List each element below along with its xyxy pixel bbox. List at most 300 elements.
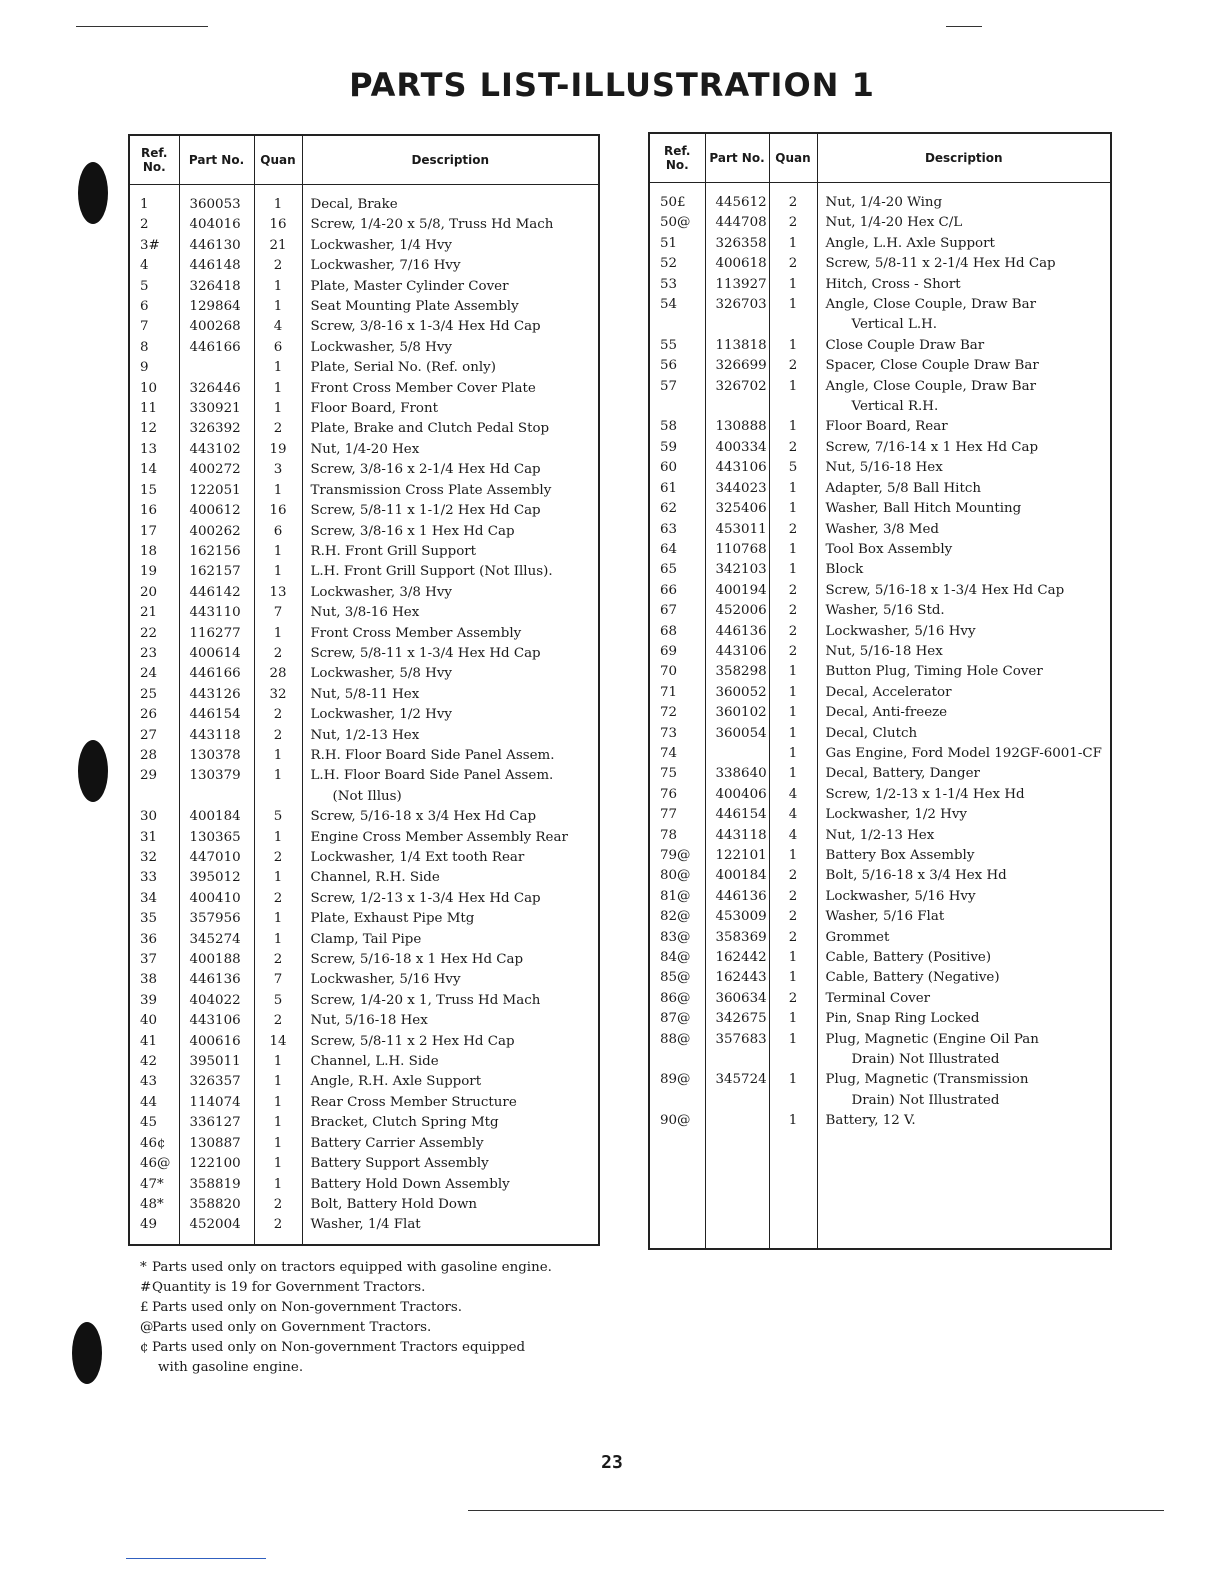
description-text: Decal, Battery, Danger — [825, 766, 980, 782]
description-text: Screw, 1/4-20 x 5/8, Truss Hd Mach — [310, 217, 554, 233]
part-no-cell: 130887 — [179, 1134, 254, 1154]
part-no-cell: 326446 — [179, 379, 254, 399]
table-row — [129, 317, 599, 337]
table-row — [129, 297, 599, 317]
part-no-cell: 452004 — [179, 1215, 254, 1235]
table-row — [649, 438, 1111, 458]
description-cell — [817, 213, 1111, 233]
footnote-symbol: £ — [140, 1300, 149, 1315]
part-no-cell: 358820 — [179, 1195, 254, 1215]
quantity-cell: 1 — [254, 1134, 302, 1154]
description-text: Block — [825, 562, 864, 578]
quantity-cell: 1 — [769, 1009, 817, 1029]
ref-no-cell: 55 — [649, 336, 705, 356]
ref-no-cell: 7 — [129, 317, 179, 337]
table-row — [129, 542, 599, 562]
quantity-cell: 4 — [769, 826, 817, 846]
description-text: Decal, Brake — [310, 197, 398, 212]
ref-no-cell: 54 — [649, 295, 705, 336]
description-text: Screw, 3/8-16 x 1-3/4 Hex Hd Cap — [310, 319, 541, 335]
quantity-cell: 1 — [254, 1175, 302, 1195]
part-no-cell: 162157 — [179, 562, 254, 582]
description-cell — [302, 1195, 599, 1215]
quantity-cell: 1 — [769, 479, 817, 499]
table-row — [129, 1072, 599, 1092]
description-continuation: Drain) Not Illustrated — [851, 1052, 1000, 1068]
part-no-cell: 400262 — [179, 522, 254, 542]
ref-no-cell: 32 — [129, 848, 179, 868]
ref-no-cell: 88@ — [649, 1030, 705, 1071]
table-row — [129, 624, 599, 644]
table-row — [649, 1070, 1111, 1111]
table-row — [129, 460, 599, 480]
description-text: Nut, 1/4-20 Hex — [310, 441, 420, 457]
table-row — [649, 254, 1111, 274]
description-cell — [302, 1134, 599, 1154]
description-text: Nut, 5/16-18 Hex — [825, 460, 943, 476]
part-no-cell: 446148 — [179, 256, 254, 276]
ref-no-cell: 25 — [129, 685, 179, 705]
part-no-cell — [705, 744, 769, 764]
description-cell — [302, 338, 599, 358]
part-no-cell: 400184 — [705, 866, 769, 886]
part-no-cell: 326702 — [705, 377, 769, 418]
part-no-cell: 360053 — [179, 185, 254, 216]
quantity-cell: 1 — [254, 930, 302, 950]
table-filler-row — [649, 1132, 1111, 1249]
table-row — [649, 622, 1111, 642]
quantity-cell: 2 — [769, 254, 817, 274]
description-cell — [817, 948, 1111, 968]
quantity-cell: 5 — [769, 458, 817, 478]
ref-no-cell: 31 — [129, 828, 179, 848]
part-no-cell: 325406 — [705, 499, 769, 519]
description-cell — [302, 624, 599, 644]
description-text: Lockwasher, 3/8 Hvy — [310, 584, 452, 600]
description-text: Screw, 1/2-13 x 1-3/4 Hex Hd Cap — [310, 890, 541, 906]
description-cell — [817, 560, 1111, 580]
description-text: L.H. Front Grill Support (Not Illus). — [310, 564, 553, 580]
ref-no-cell: 23 — [129, 644, 179, 664]
footnote-text: Parts used only on Non-government Tractors equipped — [152, 1340, 526, 1355]
description-continuation: Vertical R.H. — [851, 399, 939, 415]
quantity-cell: 2 — [769, 438, 817, 458]
description-text: Engine Cross Member Assembly Rear — [310, 829, 568, 845]
ref-no-cell: 64 — [649, 540, 705, 560]
description-text: Washer, 5/16 Std. — [825, 603, 945, 619]
part-no-cell: 130378 — [179, 746, 254, 766]
quantity-cell: 1 — [254, 358, 302, 378]
description-cell — [302, 501, 599, 521]
description-text: Plug, Magnetic (Transmission — [825, 1072, 1029, 1088]
description-text: Plate, Exhaust Pipe Mtg — [310, 911, 475, 927]
ref-no-cell: 14 — [129, 460, 179, 480]
table-row — [649, 968, 1111, 988]
ref-no-cell: 72 — [649, 703, 705, 723]
description-text: Lockwasher, 5/16 Hvy — [825, 623, 976, 639]
part-no-cell: 404022 — [179, 991, 254, 1011]
table-row — [129, 256, 599, 276]
table-row — [649, 724, 1111, 744]
ref-no-cell: 44 — [129, 1093, 179, 1113]
table-row — [649, 458, 1111, 478]
description-text: Nut, 1/4-20 Wing — [825, 195, 943, 210]
description-cell — [817, 683, 1111, 703]
quantity-cell: 1 — [769, 968, 817, 988]
quantity-cell: 1 — [254, 909, 302, 929]
quantity-cell: 1 — [254, 1113, 302, 1133]
quantity-cell: 1 — [769, 234, 817, 254]
description-cell — [817, 866, 1111, 886]
quantity-cell: 14 — [254, 1032, 302, 1052]
description-text: Nut, 5/16-18 Hex — [310, 1013, 428, 1029]
description-cell — [302, 583, 599, 603]
description-cell — [302, 1052, 599, 1072]
description-cell — [302, 1011, 599, 1031]
part-no-cell: 326703 — [705, 295, 769, 336]
ref-no-cell: 62 — [649, 499, 705, 519]
description-cell — [817, 254, 1111, 274]
description-cell — [817, 479, 1111, 499]
table-row — [129, 185, 599, 216]
description-text: Angle, Close Couple, Draw Bar — [825, 297, 1037, 313]
table-header — [129, 135, 599, 185]
ref-no-cell: 78 — [649, 826, 705, 846]
ref-no-cell: 13 — [129, 440, 179, 460]
footnote-symbol: ¢ — [140, 1340, 149, 1355]
quantity-cell: 1 — [254, 562, 302, 582]
ref-no-cell: 63 — [649, 520, 705, 540]
description-text: Adapter, 5/8 Ball Hitch — [825, 480, 981, 496]
ref-no-cell: 35 — [129, 909, 179, 929]
description-cell — [302, 379, 599, 399]
ref-no-cell: 11 — [129, 399, 179, 419]
table-row — [649, 520, 1111, 540]
quantity-cell: 1 — [254, 277, 302, 297]
description-text: Nut, 1/2-13 Hex — [310, 727, 420, 743]
description-cell — [302, 991, 599, 1011]
description-cell — [302, 1072, 599, 1092]
header-description: Description — [817, 133, 1111, 183]
quantity-cell: 1 — [254, 766, 302, 807]
description-cell — [302, 766, 599, 807]
part-no-cell: 446166 — [179, 664, 254, 684]
description-text: Screw, 3/8-16 x 1 Hex Hd Cap — [310, 523, 515, 539]
part-no-cell: 326418 — [179, 277, 254, 297]
part-no-cell: 446154 — [179, 705, 254, 725]
description-cell — [817, 275, 1111, 295]
quantity-cell: 1 — [254, 542, 302, 562]
quantity-cell: 1 — [769, 1030, 817, 1071]
part-no-cell: 453011 — [705, 520, 769, 540]
part-no-cell: 358369 — [705, 928, 769, 948]
description-text: Nut, 1/4-20 Hex C/L — [825, 215, 963, 231]
ref-no-cell: 20 — [129, 583, 179, 603]
part-no-cell: 400618 — [705, 254, 769, 274]
description-cell — [302, 542, 599, 562]
table-row — [129, 1093, 599, 1113]
table-row — [649, 479, 1111, 499]
description-text: Screw, 3/8-16 x 2-1/4 Hex Hd Cap — [310, 462, 541, 478]
description-cell — [302, 358, 599, 378]
ref-no-cell: 46¢ — [129, 1134, 179, 1154]
description-text: Close Couple Draw Bar — [825, 337, 985, 353]
quantity-cell: 2 — [254, 1011, 302, 1031]
ref-no-cell: 47* — [129, 1175, 179, 1195]
description-cell — [817, 989, 1111, 1009]
quantity-cell: 1 — [769, 499, 817, 519]
header-ref: Ref. No. — [129, 135, 179, 185]
ref-no-cell: 81@ — [649, 887, 705, 907]
description-cell — [302, 440, 599, 460]
part-no-cell: 400406 — [705, 785, 769, 805]
quantity-cell: 1 — [769, 377, 817, 418]
ref-no-cell: 83@ — [649, 928, 705, 948]
description-cell — [817, 907, 1111, 927]
table-row — [649, 1111, 1111, 1131]
table-row — [649, 234, 1111, 254]
quantity-cell: 19 — [254, 440, 302, 460]
description-cell — [302, 685, 599, 705]
description-text: Plate, Serial No. (Ref. only) — [310, 360, 496, 376]
footnotes — [140, 1258, 552, 1378]
part-no-cell: 342675 — [705, 1009, 769, 1029]
description-cell — [817, 540, 1111, 560]
description-cell — [302, 848, 599, 868]
description-text: Screw, 7/16-14 x 1 Hex Hd Cap — [825, 439, 1039, 455]
ref-no-cell: 28 — [129, 746, 179, 766]
description-text: Battery, 12 V. — [825, 1113, 916, 1129]
ref-no-cell: 74 — [649, 744, 705, 764]
quantity-cell: 1 — [254, 624, 302, 644]
ref-no-cell: 49 — [129, 1215, 179, 1235]
ref-no-cell: 16 — [129, 501, 179, 521]
ref-no-cell: 89@ — [649, 1070, 705, 1111]
ref-no-cell: 50@ — [649, 213, 705, 233]
description-cell — [302, 1154, 599, 1174]
description-text: Screw, 5/8-11 x 2 Hex Hd Cap — [310, 1033, 515, 1049]
ref-no-cell: 71 — [649, 683, 705, 703]
ref-no-cell: 77 — [649, 805, 705, 825]
top-rule-right — [946, 26, 982, 27]
table-row — [649, 601, 1111, 621]
part-no-cell: 443118 — [179, 726, 254, 746]
ref-no-cell: 80@ — [649, 866, 705, 886]
description-text: Angle, Close Couple, Draw Bar — [825, 378, 1037, 394]
description-cell — [302, 1032, 599, 1052]
header-part-no: Part No. — [179, 135, 254, 185]
table-row — [129, 215, 599, 235]
description-text: Screw, 5/8-11 x 1-1/2 Hex Hd Cap — [310, 503, 541, 519]
part-no-cell: 446136 — [705, 887, 769, 907]
table-row — [649, 1009, 1111, 1029]
description-cell — [817, 724, 1111, 744]
table-row — [129, 644, 599, 664]
footnote — [140, 1298, 552, 1318]
ref-no-cell: 5 — [129, 277, 179, 297]
part-no-cell: 338640 — [705, 764, 769, 784]
quantity-cell: 1 — [254, 1093, 302, 1113]
ref-no-cell: 56 — [649, 356, 705, 376]
top-rule-left — [76, 26, 208, 27]
table-row — [649, 805, 1111, 825]
ref-no-cell: 42 — [129, 1052, 179, 1072]
page-number: 23 — [601, 1452, 623, 1473]
table-row — [129, 1032, 599, 1052]
description-cell — [302, 970, 599, 990]
quantity-cell: 2 — [769, 213, 817, 233]
table-row — [129, 1195, 599, 1215]
table-row — [649, 336, 1111, 356]
description-text: Gas Engine, Ford Model 192GF-6001-CF — [825, 745, 1102, 761]
table-row — [649, 183, 1111, 214]
ref-no-cell: 6 — [129, 297, 179, 317]
quantity-cell: 1 — [254, 868, 302, 888]
description-text: Pin, Snap Ring Locked — [825, 1011, 980, 1027]
part-no-cell: 130365 — [179, 828, 254, 848]
table-row — [129, 868, 599, 888]
ref-no-cell: 67 — [649, 601, 705, 621]
description-cell — [817, 1111, 1111, 1131]
table-row — [649, 499, 1111, 519]
description-cell — [302, 562, 599, 582]
part-no-cell: 400188 — [179, 950, 254, 970]
ref-no-cell: 57 — [649, 377, 705, 418]
quantity-cell: 1 — [254, 185, 302, 216]
description-cell — [817, 805, 1111, 825]
description-text: Washer, Ball Hitch Mounting — [825, 501, 1022, 517]
description-cell — [302, 419, 599, 439]
part-no-cell: 443106 — [705, 458, 769, 478]
footnote-symbol: * — [140, 1260, 147, 1275]
footnote-symbol: # — [140, 1280, 152, 1295]
description-text: Channel, L.H. Side — [310, 1054, 439, 1070]
part-no-cell: 400194 — [705, 581, 769, 601]
table-row — [649, 846, 1111, 866]
part-no-cell: 400272 — [179, 460, 254, 480]
table-row — [129, 236, 599, 256]
filler-cell — [817, 1132, 1111, 1249]
quantity-cell: 2 — [769, 866, 817, 886]
description-text: Battery Hold Down Assembly — [310, 1176, 510, 1192]
description-cell — [302, 644, 599, 664]
description-cell — [817, 377, 1111, 418]
description-cell — [302, 399, 599, 419]
description-cell — [817, 928, 1111, 948]
description-cell — [302, 930, 599, 950]
part-no-cell: 360102 — [705, 703, 769, 723]
table-row — [129, 1215, 599, 1235]
quantity-cell: 2 — [254, 419, 302, 439]
part-no-cell: 395011 — [179, 1052, 254, 1072]
description-text: Clamp, Tail Pipe — [310, 931, 422, 947]
table-row — [129, 970, 599, 990]
ref-no-cell: 8 — [129, 338, 179, 358]
table-row — [649, 417, 1111, 437]
description-continuation: Drain) Not Illustrated — [851, 1092, 1000, 1108]
table-row — [649, 540, 1111, 560]
description-text: Lockwasher, 5/8 Hvy — [310, 339, 452, 355]
table-row — [129, 603, 599, 623]
quantity-cell: 2 — [769, 581, 817, 601]
quantity-cell: 1 — [769, 275, 817, 295]
quantity-cell: 13 — [254, 583, 302, 603]
part-no-cell: 360054 — [705, 724, 769, 744]
quantity-cell: 2 — [769, 989, 817, 1009]
quantity-cell: 2 — [769, 928, 817, 948]
quantity-cell: 16 — [254, 215, 302, 235]
description-cell — [817, 417, 1111, 437]
description-cell — [817, 764, 1111, 784]
part-no-cell: 400410 — [179, 889, 254, 909]
bottom-rule — [468, 1510, 1164, 1511]
description-text: Angle, R.H. Axle Support — [310, 1074, 482, 1090]
description-text: Tool Box Assembly — [825, 541, 953, 557]
ref-no-cell: 45 — [129, 1113, 179, 1133]
part-no-cell: 130379 — [179, 766, 254, 807]
quantity-cell: 2 — [254, 726, 302, 746]
quantity-cell: 3 — [254, 460, 302, 480]
ref-no-cell: 53 — [649, 275, 705, 295]
quantity-cell: 4 — [254, 317, 302, 337]
ref-no-cell: 68 — [649, 622, 705, 642]
description-text: Button Plug, Timing Hole Cover — [825, 664, 1043, 680]
table-row — [129, 522, 599, 542]
description-text: Lockwasher, 1/4 Hvy — [310, 237, 452, 253]
ref-no-cell: 22 — [129, 624, 179, 644]
part-no-cell: 357683 — [705, 1030, 769, 1071]
part-no-cell: 447010 — [179, 848, 254, 868]
part-no-cell: 358819 — [179, 1175, 254, 1195]
ref-no-cell: 60 — [649, 458, 705, 478]
footnote-symbol: @ — [140, 1320, 154, 1335]
part-no-cell: 443110 — [179, 603, 254, 623]
description-text: Spacer, Close Couple Draw Bar — [825, 358, 1039, 374]
description-cell — [302, 277, 599, 297]
description-text: Hitch, Cross - Short — [825, 276, 961, 292]
description-cell — [302, 215, 599, 235]
table-row — [649, 295, 1111, 336]
ref-no-cell: 82@ — [649, 907, 705, 927]
table-row — [649, 887, 1111, 907]
quantity-cell: 5 — [254, 991, 302, 1011]
binder-hole-middle — [78, 740, 108, 802]
table-row — [129, 950, 599, 970]
description-text: Bracket, Clutch Spring Mtg — [310, 1115, 499, 1131]
table-row — [649, 764, 1111, 784]
description-cell — [302, 705, 599, 725]
description-cell — [817, 1070, 1111, 1111]
description-text: Screw, 5/16-18 x 1-3/4 Hex Hd Cap — [825, 582, 1065, 598]
quantity-cell: 2 — [254, 256, 302, 276]
table-row — [129, 399, 599, 419]
ref-no-cell: 90@ — [649, 1111, 705, 1131]
description-text: Lockwasher, 5/16 Hvy — [310, 972, 461, 988]
table-row — [129, 807, 599, 827]
description-text: Battery Support Assembly — [310, 1156, 489, 1172]
description-text: Grommet — [825, 929, 890, 945]
part-no-cell: 443106 — [179, 1011, 254, 1031]
quantity-cell: 2 — [769, 601, 817, 621]
part-no-cell: 446154 — [705, 805, 769, 825]
part-no-cell: 400334 — [705, 438, 769, 458]
ref-no-cell: 1 — [129, 185, 179, 216]
table-filler-row — [129, 1236, 599, 1245]
table-row — [129, 828, 599, 848]
description-cell — [302, 481, 599, 501]
part-no-cell: 345724 — [705, 1070, 769, 1111]
ref-no-cell: 58 — [649, 417, 705, 437]
